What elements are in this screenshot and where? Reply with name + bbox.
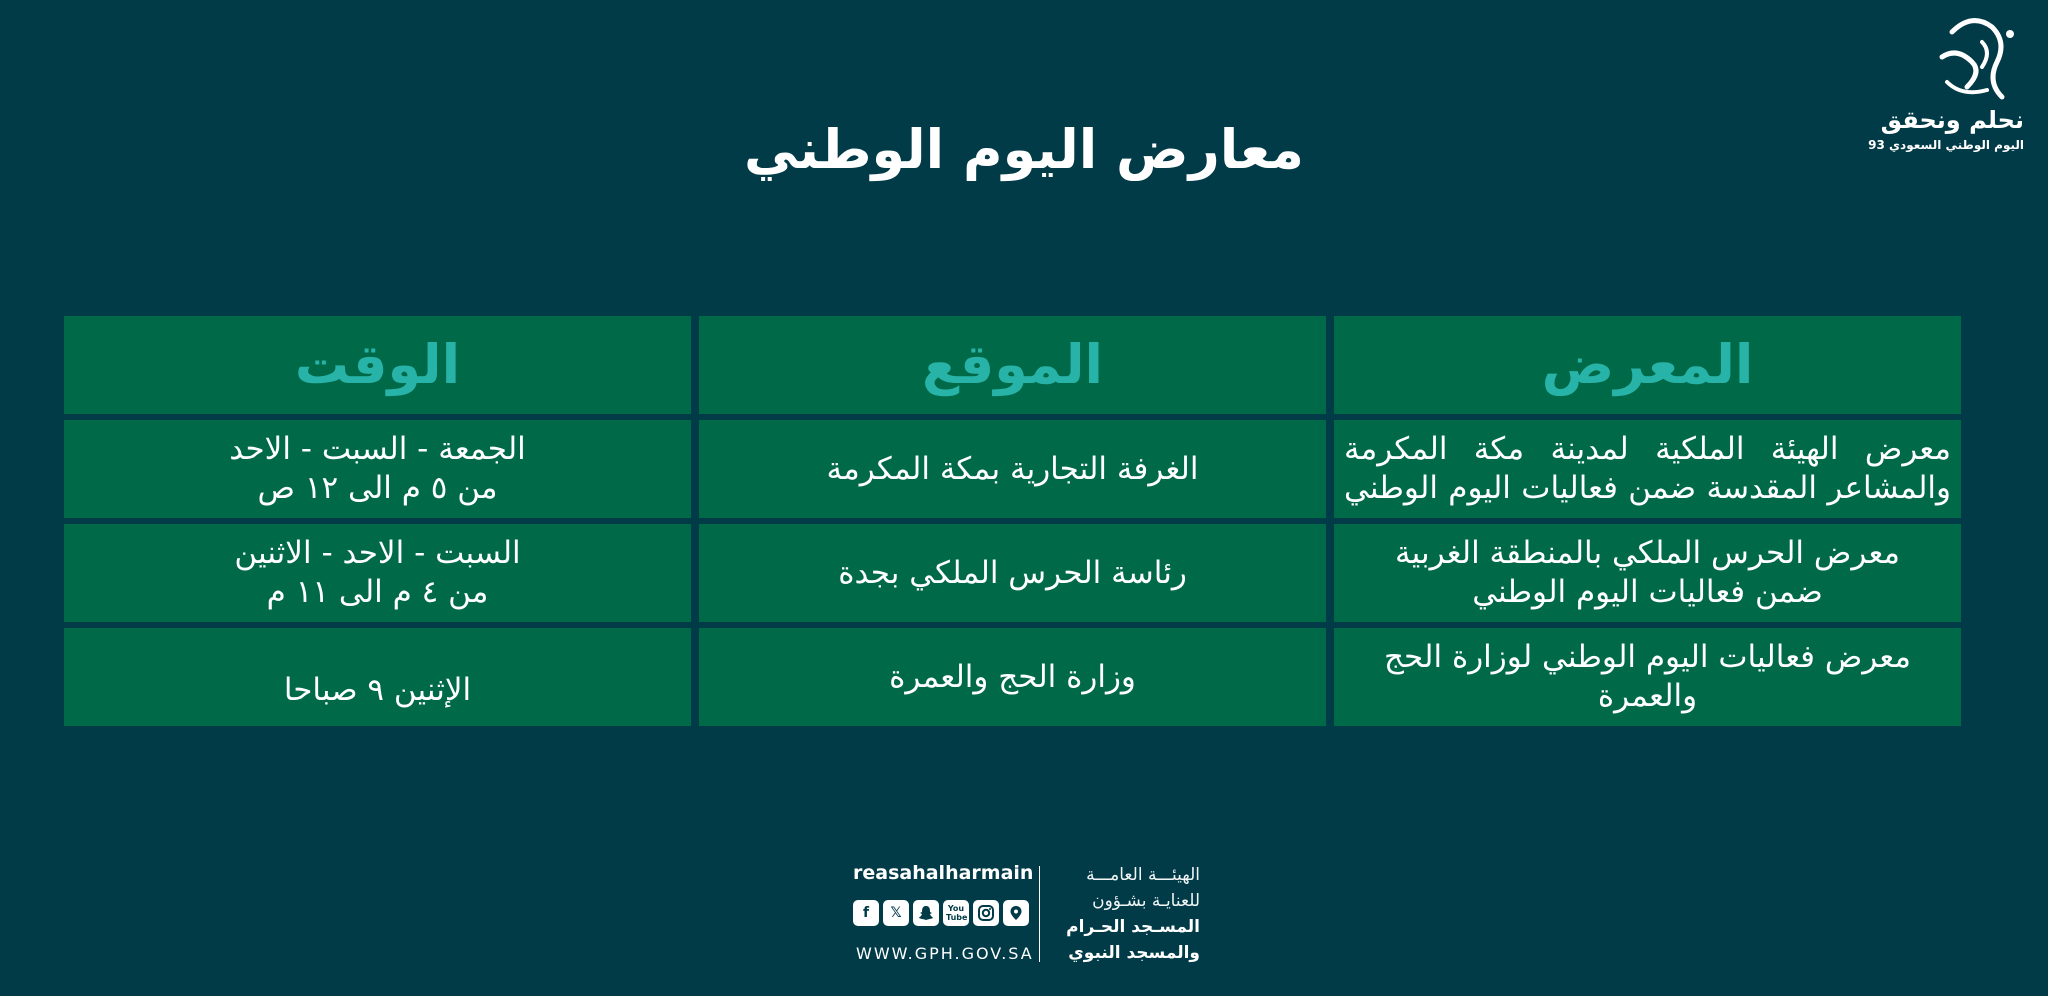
- instagram-icon[interactable]: [973, 900, 999, 926]
- location-icon[interactable]: [1003, 900, 1029, 926]
- page-title: معارض اليوم الوطني: [744, 118, 1304, 181]
- row-2-time: [64, 524, 691, 622]
- youtube-icon[interactable]: [943, 900, 969, 926]
- row-2-time-line2: من ٤ م الى ١١ م: [266, 574, 489, 610]
- social-icons: [853, 900, 1029, 926]
- website-url[interactable]: WWW.GPH.GOV.SA: [856, 944, 1034, 963]
- x-icon[interactable]: 𝕏: [883, 900, 909, 926]
- footer-divider: [1039, 866, 1040, 962]
- org-line-1: الهيئـــة العامـــة: [1086, 865, 1200, 885]
- header-location: الموقع: [699, 316, 1326, 414]
- row-2-exhibition: [1334, 524, 1961, 622]
- org-line-4: والمسجد النبوي: [1068, 943, 1200, 963]
- facebook-icon[interactable]: f: [853, 900, 879, 926]
- social-handle[interactable]: reasahalharmain: [853, 862, 1034, 884]
- row-2-exhibition-line1: معرض الحرس الملكي بالمنطقة الغربية: [1394, 535, 1901, 572]
- row-2-time-line1: السبت - الاحد - الاثنين: [234, 535, 521, 572]
- row-1-location: الغرفة التجارية بمكة المكرمة: [699, 420, 1326, 518]
- row-1-time-line2: من ٥ م الى ١٢ ص: [257, 470, 498, 506]
- row-1-exhibition-line1: معرض الهيئة الملكية لمدينة مكة المكرمة: [1344, 431, 1951, 467]
- footer: [850, 860, 1210, 970]
- snapchat-icon[interactable]: [913, 900, 939, 926]
- header-exhibition: المعرض: [1334, 316, 1961, 414]
- org-line-2: للعنايـة بشـؤون: [1092, 891, 1200, 911]
- row-3-exhibition: معرض فعاليات اليوم الوطني لوزارة الحج والعمرة: [1334, 628, 1961, 726]
- row-3-location: وزارة الحج والعمرة: [699, 628, 1326, 726]
- row-1-exhibition: [1334, 420, 1961, 518]
- org-line-3: المسـجد الحـرام: [1066, 917, 1200, 937]
- youtube-label: You Tube: [946, 904, 968, 922]
- row-1-time: [64, 420, 691, 518]
- header-time: الوقت: [64, 316, 691, 414]
- row-1-time-line1: الجمعة - السبت - الاحد: [229, 431, 526, 468]
- logo-slogan: نحلم ونحقق: [1880, 106, 2024, 134]
- row-2-location: رئاسة الحرس الملكي بجدة: [699, 524, 1326, 622]
- row-2-exhibition-line2: ضمن فعاليات اليوم الوطني: [1472, 574, 1823, 610]
- organization-name: [1060, 862, 1200, 966]
- row-1-exhibition-line2: والمشاعر المقدسة ضمن فعاليات اليوم الوطني: [1344, 469, 1951, 506]
- logo-subtitle: اليوم الوطني السعودي 93: [1868, 138, 2024, 152]
- exhibitions-table: [65, 316, 1961, 726]
- calligraphy-emblem-icon: [1932, 12, 2022, 102]
- row-3-time: الإثنين ٩ صباحا: [64, 628, 691, 726]
